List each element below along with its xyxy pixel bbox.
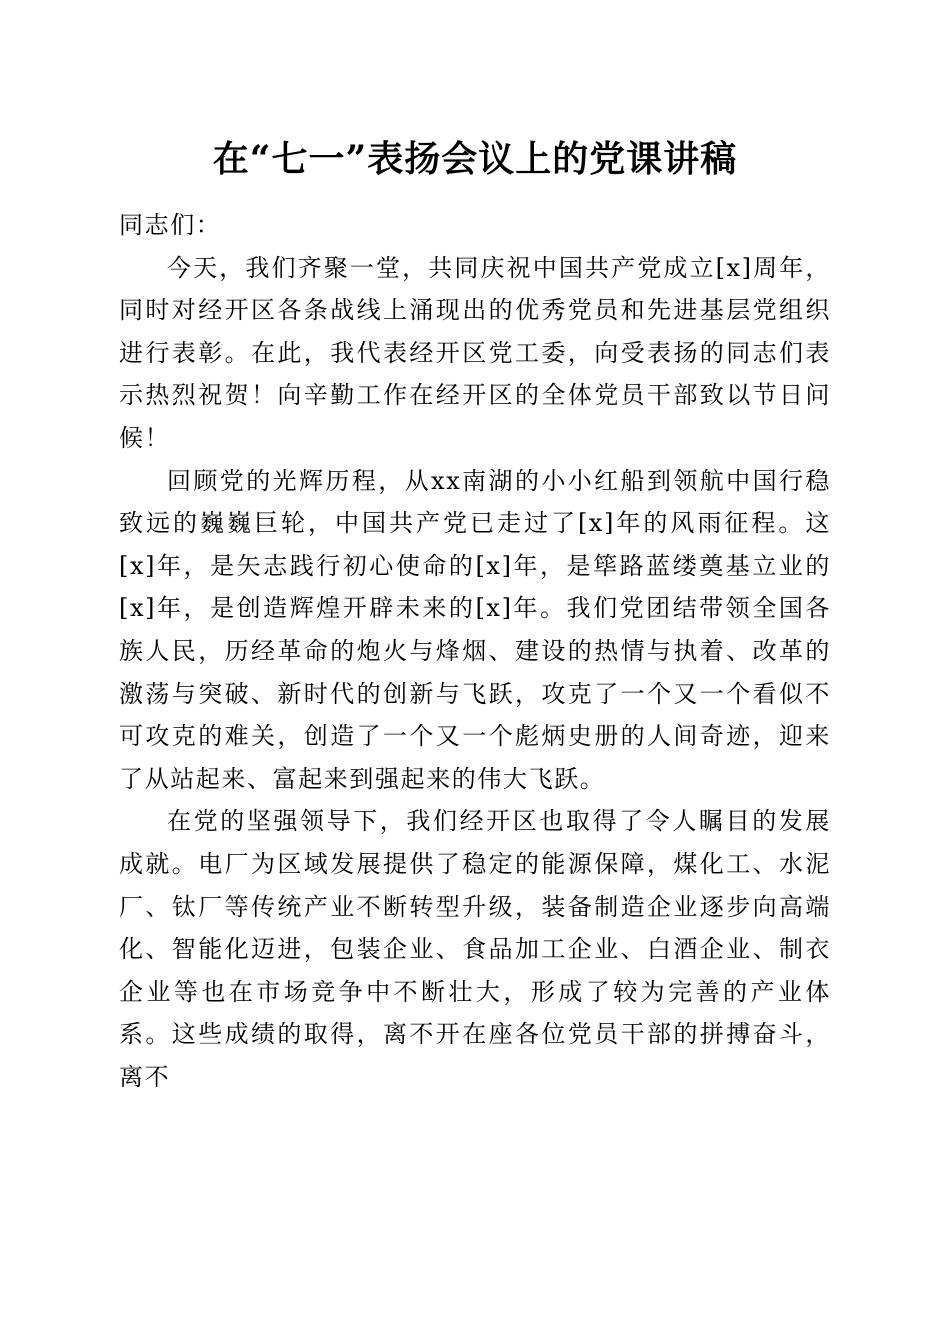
salutation: 同志们： bbox=[119, 211, 222, 239]
document-body bbox=[119, 204, 831, 1098]
paragraph-history: 回顾党的光辉历程，从xx南湖的小小红船到领航中国行稳致远的巍巍巨轮，中国共产党已走过了[x]年的风雨征程。这[x]年，是矢志践行初心使命的[x]年，是筚路蓝缕奠基立业的[x]年，是创造辉煌开辟未来的[x]年。我们党团结带领全国各族人民，历经革命的炮火与烽烟、建设的热情与执着、改革的激荡与突破、新时代的创新与飞跃，攻克了一个又一个看似不可攻克的难关，创造了一个又一个彪炳史册的人间奇迹，迎来了从站起来、富起来到强起来的伟大飞跃。 bbox=[119, 466, 831, 793]
document-title: 在“七一”表扬会议上的党课讲稿 bbox=[212, 138, 738, 180]
paragraph-opening: 今天，我们齐聚一堂，共同庆祝中国共产党成立[x]周年，同时对经开区各条战线上涌现出的优秀党员和先进基层党组织进行表彰。在此，我代表经开区党工委，向受表扬的同志们表示热烈祝贺！向辛勤工作在经开区的全体党员干部致以节日问候！ bbox=[119, 253, 831, 452]
paragraph-achievements: 在党的坚强领导下，我们经开区也取得了令人瞩目的发展成就。电厂为区域发展提供了稳定的能源保障，煤化工、水泥厂、钛厂等传统产业不断转型升级，装备制造企业逐步向高端化、智能化迈进，包装企业、食品加工企业、白酒企业、制衣企业等也在市场竞争中不断壮大，形成了较为完善的产业体系。这些成绩的取得，离不开在座各位党员干部的拼搏奋斗，离不 bbox=[119, 807, 831, 1091]
